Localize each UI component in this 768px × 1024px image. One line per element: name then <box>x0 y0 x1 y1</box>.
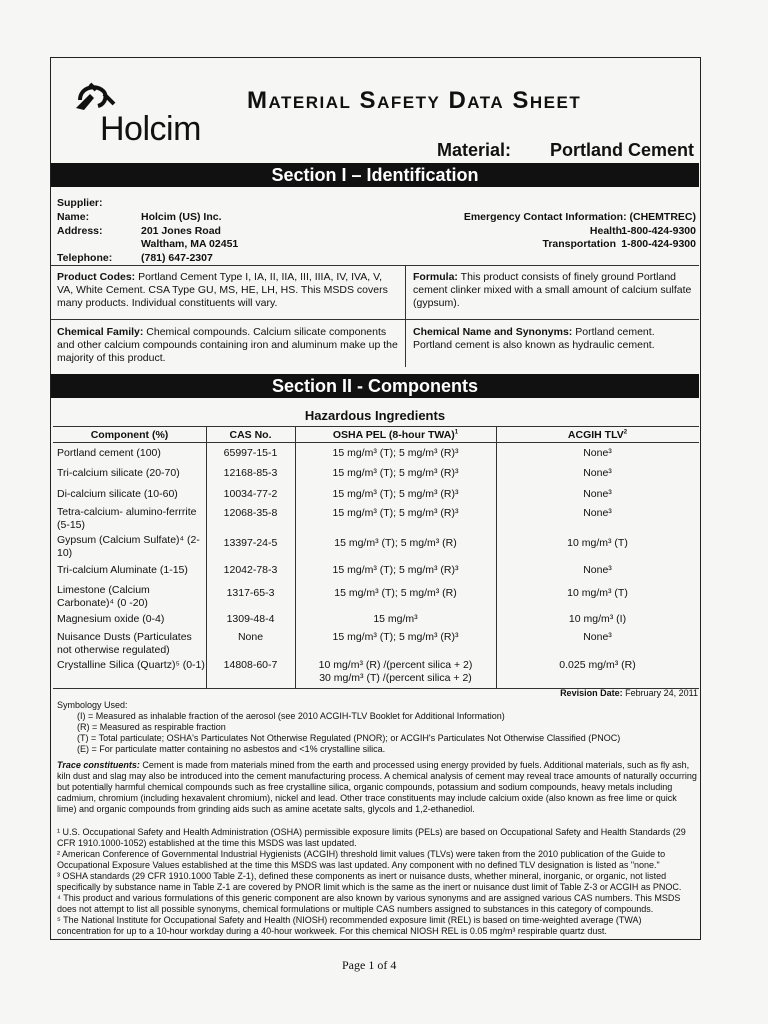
name-value: Holcim (US) Inc. <box>141 211 222 223</box>
table-cell-pel: 15 mg/m³ (T); 5 mg/m³ (R)³ <box>332 467 459 479</box>
table-cell-tlv: None³ <box>583 631 612 643</box>
symbology-item: (T) = Total particulate; OSHA's Particulates Not Otherwise Regulated (PNOR); or ACGIH's Particulates Not Otherwise Classified (PNOC) <box>77 733 621 743</box>
table-cell-pel: 15 mg/m³ (T); 5 mg/m³ (R) <box>334 587 457 599</box>
chemical-name-text: Portland cement. Portland cement is also known as hydraulic cement. <box>413 326 655 351</box>
table-cell-tlv: None³ <box>583 507 612 519</box>
trace-label: Trace constituents: <box>57 760 140 770</box>
address-label: Address: <box>57 225 103 237</box>
table-cell-component: Tri-calcium silicate (20-70) <box>57 467 180 479</box>
table-cell-cas: 10034-77-2 <box>223 488 278 500</box>
table-cell-cas: 1309-48-4 <box>226 613 275 625</box>
osha-label: OSHA PEL (8-hour TWA) <box>332 429 455 441</box>
hazardous-ingredients-title: Hazardous Ingredients <box>304 408 446 423</box>
formula <box>413 271 695 310</box>
section-2-header: Section II - Components <box>51 374 699 398</box>
trace-constituents <box>57 760 697 815</box>
table-cell-pel: 15 mg/m³ (T); 5 mg/m³ (R)³ <box>332 447 459 459</box>
page-number: Page 1 of 4 <box>342 958 397 972</box>
table-cell-tlv: None³ <box>583 467 612 479</box>
document-title: Material Safety Data Sheet <box>247 87 582 114</box>
material-line <box>437 140 695 161</box>
revision-value: February 24, 2011 <box>625 688 698 698</box>
table-cell-tlv: 0.025 mg/m³ (R) <box>559 659 636 671</box>
table-cell-tlv: None³ <box>583 488 612 500</box>
table-cell-pel: 15 mg/m³ (T); 5 mg/m³ (R)³ <box>332 488 459 500</box>
table-cell-pel: 15 mg/m³ (T); 5 mg/m³ (R)³ <box>332 631 459 643</box>
table-cell-cas: 1317-65-3 <box>226 587 275 599</box>
supplier-label: Supplier: <box>57 197 103 209</box>
formula-text: This product consists of finely ground Portland cement clinker mixed with a small amount of calcium sulfate (gypsum). <box>413 271 692 309</box>
health-label: Health <box>589 225 622 237</box>
formula-label: Formula: <box>413 271 458 283</box>
telephone-label: Telephone: <box>57 252 113 264</box>
table-cell-tlv: 10 mg/m³ (T) <box>567 537 628 549</box>
address-line-2: Waltham, MA 02451 <box>141 238 239 250</box>
material-label: Material: <box>437 140 512 160</box>
revision-date <box>560 688 698 699</box>
name-label: Name: <box>57 211 90 223</box>
symbology-item: (E) = For particulate matter containing no asbestos and <1% crystalline silica. <box>77 744 386 754</box>
logo-text: Holcim <box>100 110 201 148</box>
table-cell-component: Di-calcium silicate (10-60) <box>57 488 178 500</box>
table-cell-tlv: None³ <box>583 564 612 576</box>
table-cell-pel: 15 mg/m³ (T); 5 mg/m³ (R)³ <box>332 564 459 576</box>
ingredients-table <box>53 426 699 689</box>
emergency-contact-label: Emergency Contact Information: (CHEMTREC) <box>463 211 696 223</box>
table-cell-tlv: 10 mg/m³ (I) <box>568 613 627 625</box>
chemical-family <box>57 326 399 365</box>
table-cell-cas: 12168-85-3 <box>223 467 278 479</box>
table-cell-component: Gypsum (Calcium Sulfate)⁴ (2-10) <box>57 534 200 559</box>
footnote-1: ¹ U.S. Occupational Safety and Health Administration (OSHA) permissible exposure limits (PELs) are based on Occupational Safety and Health Standards (29 CFR 1910.1000-1052) established at the time this MSDS was last updated. <box>57 827 686 848</box>
divider <box>51 319 699 320</box>
column-header-osha: OSHA PEL (8-hour TWA)$^1$ <box>332 429 459 441</box>
section-1-header: Section I – Identification <box>51 163 699 187</box>
table-cell-component: Nuisance Dusts (Particulates not otherwise regulated) <box>57 631 192 656</box>
table-cell-component: Tri-calcium Aluminate (1-15) <box>57 564 188 576</box>
table-cell-pel: 15 mg/m³ (T); 5 mg/m³ (R)³ <box>332 507 459 519</box>
table-cell-cas: 14808-60-7 <box>223 659 278 671</box>
product-codes <box>57 271 399 310</box>
table-cell-cas: 65997-15-1 <box>223 447 278 459</box>
symbology-item: (I) = Measured as inhalable fraction of the aerosol (see 2010 ACGIH-TLV Booklet for Additional Information) <box>77 711 505 721</box>
table-cell-cas: 13397-24-5 <box>223 537 278 549</box>
product-codes-text: Portland Cement Type I, IA, II, IIA, III, IIIA, IV, IVA, V, VA, White Cement. CSA Type GU, MS, HE, LH, HS. This MSDS covers many products. Individual constituents will vary. <box>57 271 388 309</box>
table-cell-component: Magnesium oxide (0-4) <box>57 613 165 625</box>
footnote-3: ³ OSHA standards (29 CFR 1910.1000 Table Z-1), defined these components as inert or nuisance dusts, whether mineral, inorganic, or organic, not listed specifically by substance name in Table Z-1 are covered by PNOR limit which is the same as the inert or nuisance dust limit of Table Z-3 or ACGIH as PNOC. <box>57 871 682 892</box>
table-cell-component: Limestone (Calcium Carbonate)⁴ (0 -20) <box>57 584 150 609</box>
table-cell-component: Crystalline Silica (Quartz)⁵ (0-1) <box>57 659 205 671</box>
address-line-1: 201 Jones Road <box>141 225 221 237</box>
table-cell-component: Tetra-calcium- alumino-ferrrite (5-15) <box>57 506 197 531</box>
material-value: Portland Cement <box>550 140 695 160</box>
telephone-value: (781) 647-2307 <box>141 252 213 264</box>
table-cell-component: Portland cement (100) <box>57 447 161 459</box>
column-header-cas: CAS No. <box>229 429 272 441</box>
footnote-4: ⁴ This product and various formulations of this generic component are also known by various synonyms and are assigned various CAS numbers. This MSDS does not attempt to list all possible synonyms, chemical formulations or multiple CAS numbers assigned to substances in this category of compounds. <box>57 893 681 914</box>
table-cell-tlv: 10 mg/m³ (T) <box>567 587 628 599</box>
revision-label: Revision Date: <box>560 688 623 698</box>
divider <box>51 265 699 266</box>
column-header-acgih: ACGIH TLV$^2$ <box>567 429 628 441</box>
transport-label: Transportation <box>542 238 616 250</box>
table-cell-cas: None <box>237 631 264 643</box>
table-cell-cas: 12068-35-8 <box>223 507 278 519</box>
table-cell-pel: 10 mg/m³ (R) /(percent silica + 2) 30 mg/m³ (T) /(percent silica + 2) <box>318 659 473 684</box>
table-cell-cas: 12042-78-3 <box>223 564 278 576</box>
table-cell-tlv: None³ <box>583 447 612 459</box>
transport-number: 1-800-424-9300 <box>621 238 696 250</box>
chemical-name-label: Chemical Name and Synonyms: <box>413 326 573 338</box>
header-rule <box>53 442 699 443</box>
chemical-family-label: Chemical Family: <box>57 326 144 338</box>
health-number: 1-800-424-9300 <box>621 225 696 237</box>
table-cell-pel: 15 mg/m³ (T); 5 mg/m³ (R) <box>334 537 457 549</box>
footnote-2: ² American Conference of Governmental Industrial Hygienists (ACGIH) threshold limit values (TLVs) were taken from the 2010 publication of the Guide to Occupational Exposure Values established at the time this MSDS was last updated. Any component with no defined TLV designation is listed as "none." <box>57 849 666 870</box>
trace-text: Cement is made from materials mined from the earth and processed using energy provided by fuels. Additional materials, such as fly ash, kiln dust and slag may also be introduced into the cement manufacturing process. A chemical analysis of cement may reveal trace amounts of naturally occurring but potentially harmful chemical compounds such as free crystalline silica, organic compounds, potassium and sodium compounds, heavy metals including cadmium, chromium (including hexavalent chromium), nickel and lead. Other trace constituents may include calcium oxide (also known as free lime or quick lime) and organic compounds from grinding aids such as amine acetate salts, glycols and 1,2-ethanediol. <box>57 760 697 814</box>
divider-vertical <box>405 265 406 367</box>
symbology-item: (R) = Measured as respirable fraction <box>77 722 226 732</box>
product-codes-label: Product Codes: <box>57 271 136 283</box>
footnote-5: ⁵ The National Institute for Occupational Safety and Health (NIOSH) recommended exposure limit (REL) is based on time-weighted average (TWA) concentration for up to a 10-hour workday during a 40-hour workweek. For this chemical NIOSH REL is 0.05 mg/m³ respirable quartz dust. <box>57 915 642 936</box>
holcim-logo <box>62 80 262 156</box>
acgih-label: ACGIH TLV <box>567 429 624 441</box>
chemical-name <box>413 326 695 352</box>
symbology-title: Symbology Used: <box>57 700 128 710</box>
column-header-component: Component (%) <box>90 429 169 441</box>
table-cell-pel: 15 mg/m³ <box>373 613 418 625</box>
chemical-family-text: Chemical compounds. Calcium silicate components and other calcium compounds containing iron and aluminum make up the majority of this product. <box>57 326 398 364</box>
